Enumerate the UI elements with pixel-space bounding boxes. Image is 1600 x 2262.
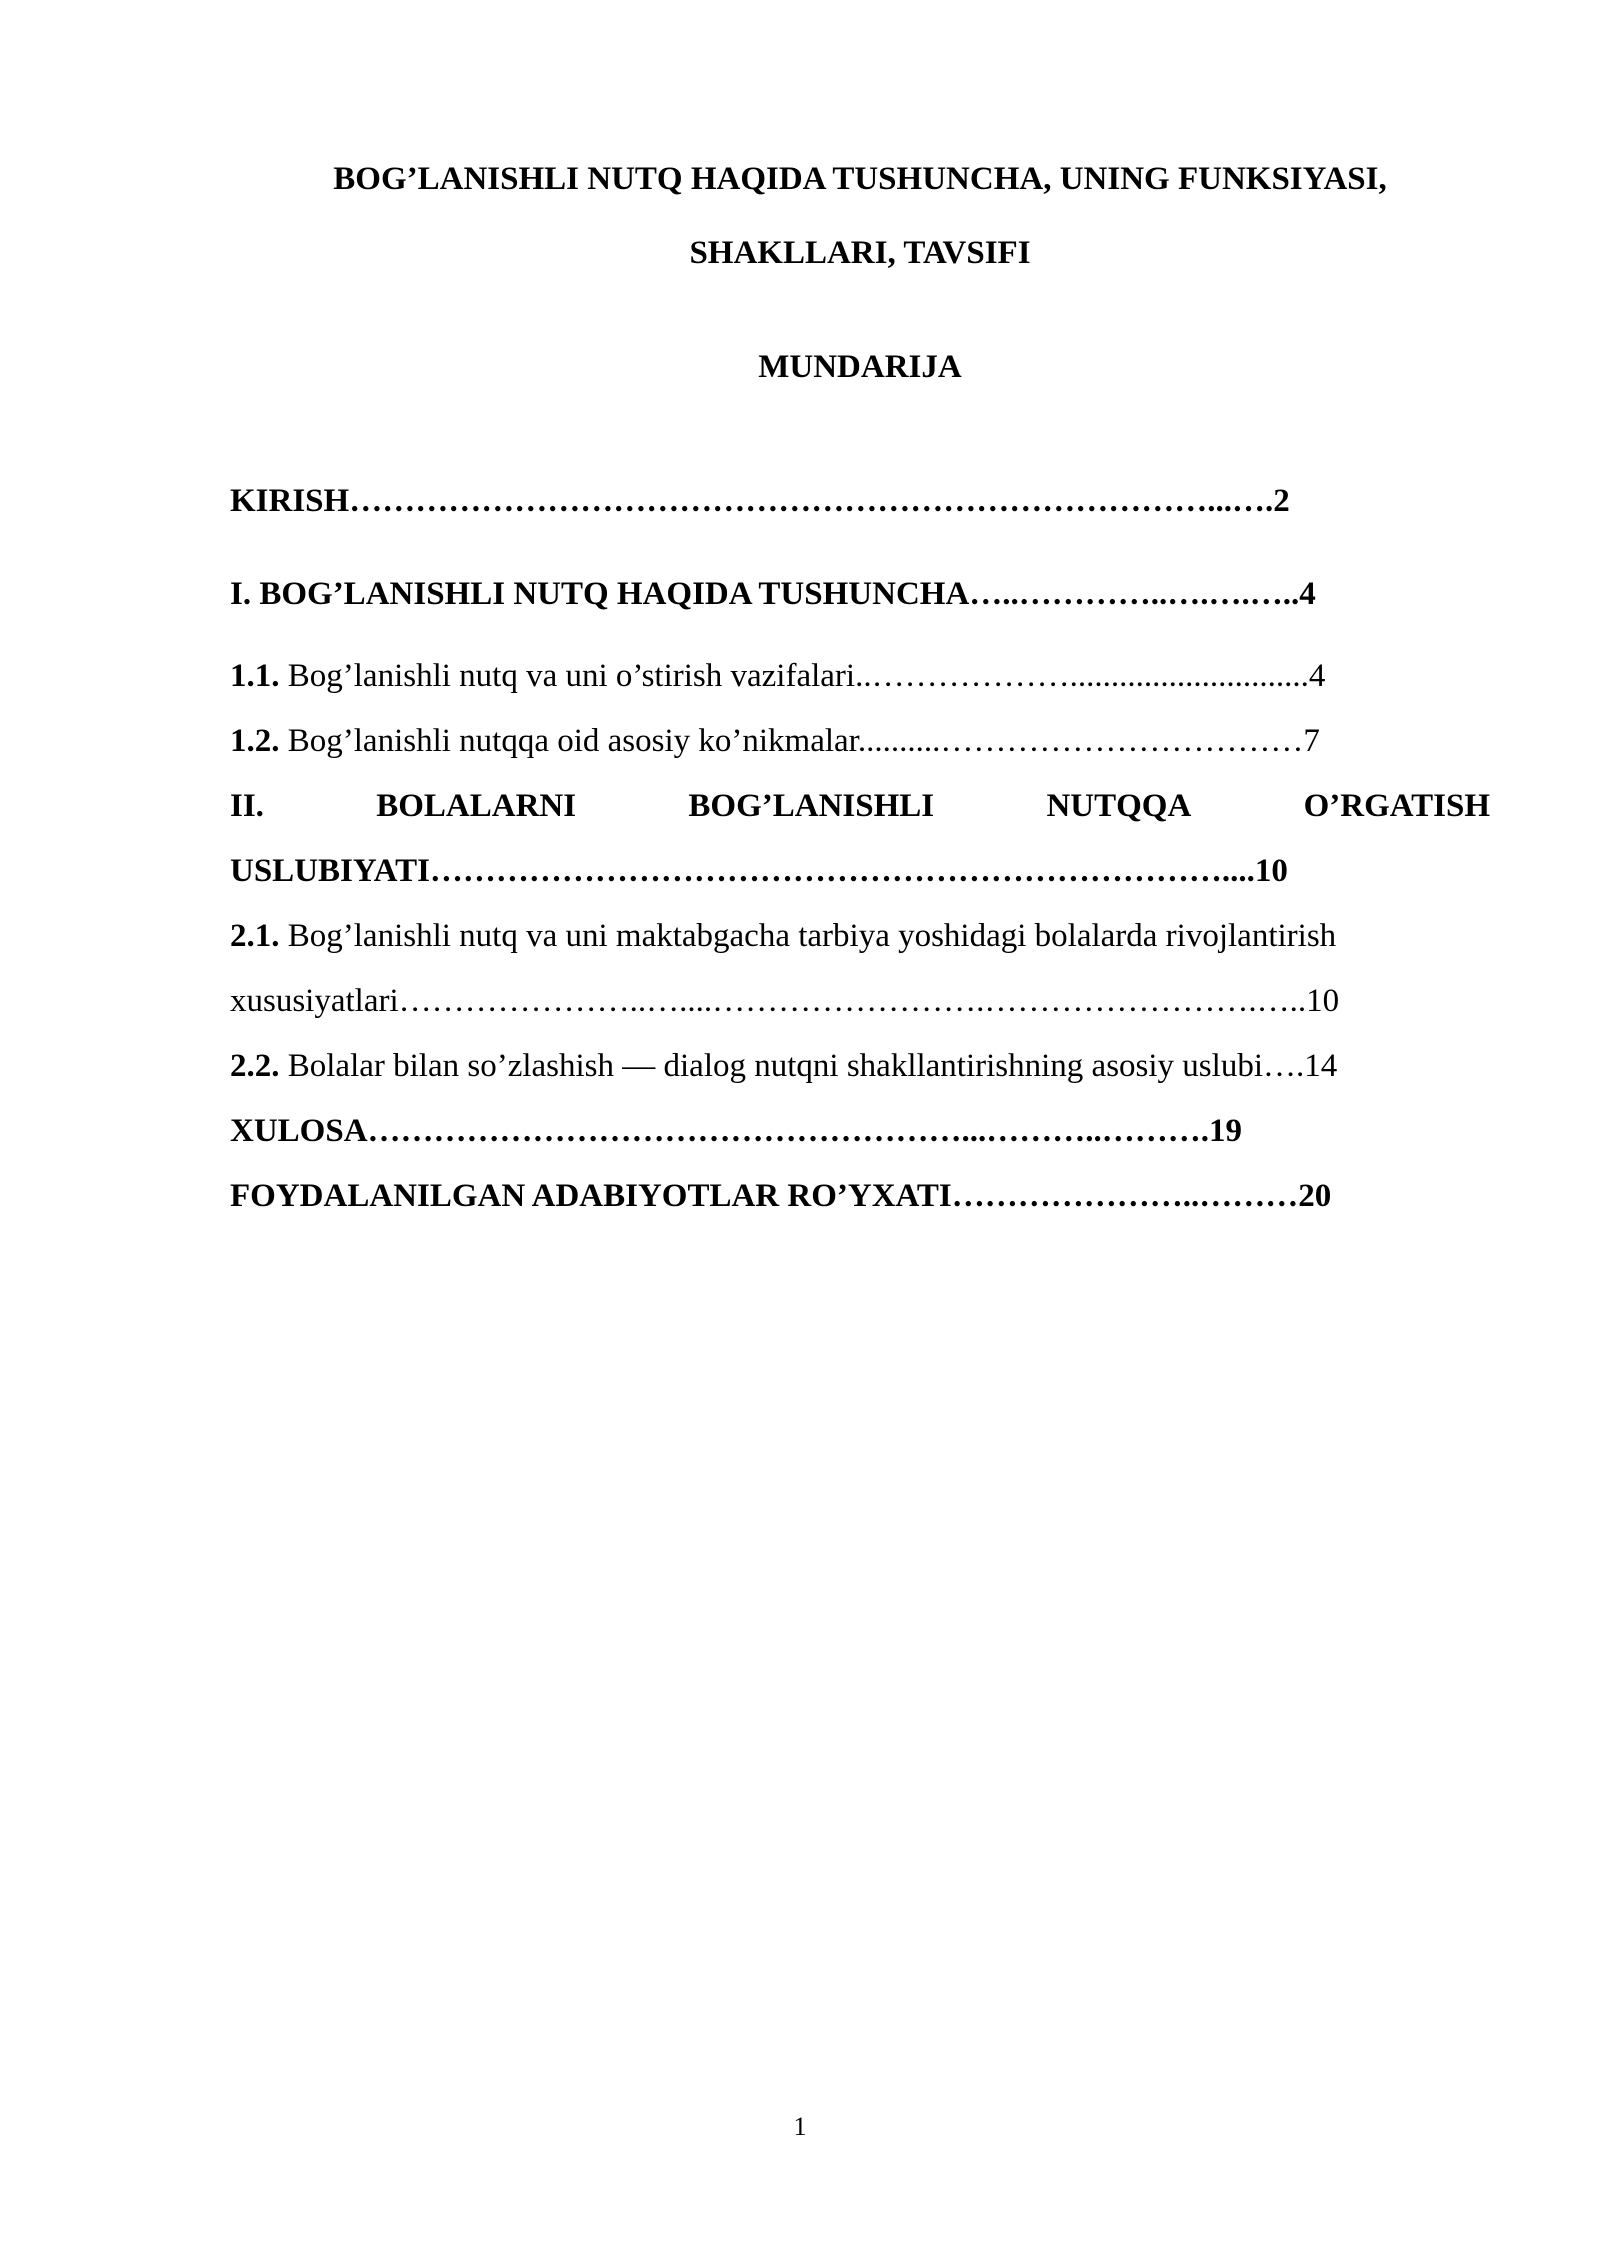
toc-entry-section-1-1 bbox=[230, 652, 1490, 700]
toc-entry-xulosa: XULOSA………………………………………………...………..……….19 bbox=[230, 1113, 1243, 1149]
document-title bbox=[230, 142, 1490, 290]
chapter-2-word: O’RGATISH bbox=[1303, 788, 1490, 824]
toc-heading: MUNDARIJA bbox=[758, 349, 962, 385]
section-number: 1.1. bbox=[230, 658, 280, 694]
toc-entry-chapter-2-continued: USLUBIYATI………………………………………………………………....10 bbox=[230, 853, 1288, 889]
toc-entry-section-2-1 bbox=[230, 912, 1490, 960]
toc-entry-section-2-2 bbox=[230, 1042, 1490, 1090]
toc-entry-section-2-1-continued: xususiyatlari…………………..…....…………………….…………………….…..10 bbox=[230, 983, 1340, 1019]
section-title: Bolalar bilan so’zlashish — dialog nutqni shakllantirishning asosiy uslubi….14 bbox=[279, 1048, 1338, 1084]
toc-entry-section-1-2 bbox=[230, 717, 1490, 765]
chapter-2-word: BOG’LANISHLI bbox=[688, 788, 935, 824]
toc-entry-kirish: KIRISH……………………………………………………………………...….2 bbox=[230, 483, 1290, 519]
chapter-2-word: II. bbox=[230, 788, 264, 824]
chapter-2-word: BOLALARNI bbox=[376, 788, 577, 824]
section-number: 2.2. bbox=[230, 1048, 280, 1084]
section-number: 1.2. bbox=[230, 723, 280, 759]
section-title: Bog’lanishli nutqqa oid asosiy ko’nikmalar..........……………………………7 bbox=[279, 723, 1320, 759]
section-title: Bog’lanishli nutq va uni o’stirish vazifalari..……………….............................4 bbox=[279, 658, 1326, 694]
page-number: 1 bbox=[793, 2112, 807, 2141]
title-line-2: SHAKLLARI, TAVSIFI bbox=[689, 235, 1031, 271]
toc-entry-chapter-1: I. BOG’LANISHLI NUTQ HAQIDA TUSHUNCHA…..…………..….….…..4 bbox=[230, 576, 1316, 612]
toc-entry-chapter-2 bbox=[230, 782, 1490, 830]
chapter-2-word: NUTQQA bbox=[1046, 788, 1192, 824]
toc-entry-adabiyotlar: FOYDALANILGAN ADABIYOTLAR RO’YXATI…………………..………20 bbox=[230, 1178, 1332, 1214]
section-number: 2.1. bbox=[230, 918, 280, 954]
section-title: Bog’lanishli nutq va uni maktabgacha tarbiya yoshidagi bolalarda rivojlantirish bbox=[279, 918, 1337, 954]
title-line-1: BOG’LANISHLI NUTQ HAQIDA TUSHUNCHA, UNING FUNKSIYASI, bbox=[333, 161, 1387, 197]
